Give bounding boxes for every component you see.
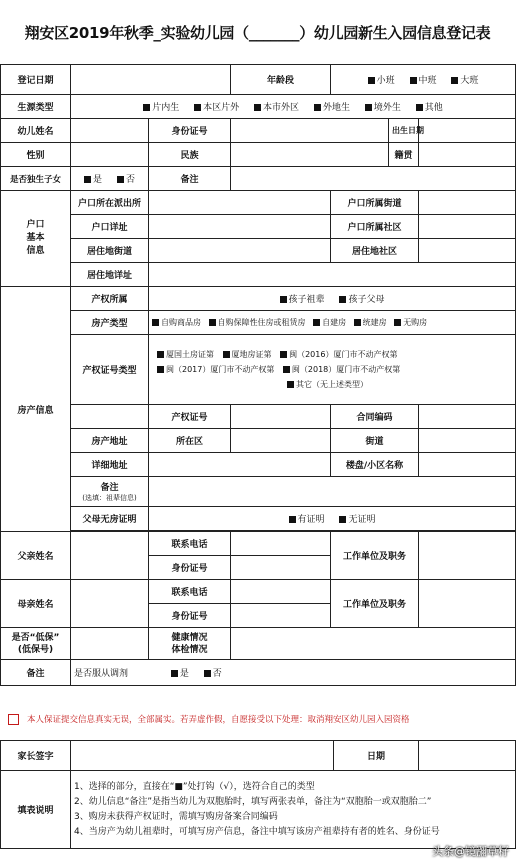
option-grandparents: 孩子祖辈 [288,295,325,305]
only-child-label: 是否独生子女 [1,167,71,191]
watermark: 头条@镜瀰草籽 [432,845,509,858]
mother-phone-field[interactable] [231,580,331,604]
date-label: 日期 [334,741,419,771]
ethnicity-label: 民族 [149,143,231,167]
checkbox-icon[interactable] [313,319,320,326]
option-cert-land: 厦国土房证第 [166,350,214,359]
checkbox-icon[interactable] [209,319,216,326]
checkbox-icon[interactable] [157,351,164,358]
low-income-field[interactable] [71,628,149,660]
age-group-options[interactable] [331,65,516,95]
option-self-built: 自建房 [322,318,347,327]
checkbox-icon[interactable] [152,319,159,326]
checkbox-icon[interactable] [84,176,91,183]
hukou-police-field[interactable] [149,191,331,215]
district-label: 所在区 [149,429,231,453]
blank-cell [71,405,149,429]
option-small-class: 小班 [376,76,395,86]
remarks-label: 备注 [149,167,231,191]
option-middle-class: 中班 [418,76,437,86]
mother-workplace-field[interactable] [419,580,516,628]
option-no: 否 [125,175,135,185]
low-income-label: 是否“低保” (低保号) [1,628,71,660]
native-place-field[interactable] [419,143,516,167]
checkbox-icon[interactable] [143,104,150,111]
residence-address-field[interactable] [149,263,516,287]
instruction-item: 1、选择的部分，直接在“■”处打钩（√），选符合自己的类型 [74,781,315,792]
option-cert-house: 厦地房证第 [231,350,272,359]
option-city-other-district: 本市外区 [263,103,300,113]
option-overseas: 境外生 [373,103,401,113]
option-cert-2016: 闽（2016）厦门市不动产权第 [289,350,398,359]
gender-label: 性别 [1,143,71,167]
building-field[interactable] [419,453,516,477]
register-date-field[interactable] [71,65,231,95]
pledge-checkbox[interactable] [8,714,19,725]
property-type-label: 房产类型 [71,311,149,335]
signature-table [0,740,516,849]
father-workplace-field[interactable] [419,532,516,580]
checkbox-icon[interactable] [410,77,417,84]
mother-id-field[interactable] [231,604,331,628]
option-no-proof: 无证明 [348,515,376,525]
property-section-label: 房产信息 [1,287,71,532]
property-type-options[interactable] [149,311,516,335]
checkbox-icon[interactable] [451,77,458,84]
residence-community-field[interactable] [419,239,516,263]
date-field[interactable] [419,741,516,771]
cert-type-options[interactable] [149,335,516,405]
cert-type-label: 产权证号类型 [71,335,149,405]
adjust-label: 是否服从调剂 [74,669,129,679]
cert-no-field[interactable] [231,405,331,429]
parents-no-house-label: 父母无房证明 [71,507,149,531]
residence-community-label: 居住地社区 [331,239,419,263]
building-label: 楼盘/小区名称 [331,453,419,477]
option-other: 其他 [424,103,443,113]
father-name-label: 父亲姓名 [1,532,71,580]
father-id-field[interactable] [231,556,331,580]
health-field[interactable] [231,628,516,660]
street-label: 街道 [331,429,419,453]
hukou-community-field[interactable] [419,215,516,239]
option-district-out-zone: 本区片外 [203,103,240,113]
father-id-label: 身份证号 [149,556,231,580]
id-number-label: 身份证号 [149,119,231,143]
health-label: 健康情况 体检情况 [149,628,231,660]
street-field[interactable] [419,429,516,453]
checkbox-icon[interactable] [394,319,401,326]
parent-signature-field[interactable] [71,741,334,771]
option-affordable: 自购保障性住房或租赁房 [217,318,306,327]
hukou-community-label: 户口所属社区 [331,215,419,239]
source-type-label: 生源类型 [1,95,71,119]
checkbox-icon[interactable] [117,176,124,183]
cert-no-label: 产权证号 [149,405,231,429]
gender-field[interactable] [71,143,149,167]
native-place-label: 籍贯 [389,143,419,167]
option-cert-2017: 闽（2017）厦门市不动产权第 [166,365,275,374]
property-remarks-cell [71,477,149,507]
option-no-house: 无购房 [403,318,428,327]
pledge-row [0,703,515,735]
instructions-label: 填表说明 [1,771,71,849]
id-number-field[interactable] [231,119,389,143]
hukou-street-field[interactable] [419,191,516,215]
checkbox-icon[interactable] [280,351,287,358]
option-non-local: 外地生 [322,103,350,113]
district-field[interactable] [231,429,331,453]
checkbox-icon[interactable] [368,77,375,84]
option-unified-built: 统建房 [362,318,387,327]
adjust-row[interactable] [71,660,516,686]
option-cert-2018: 闽（2018）厦门市不动产权第 [291,365,401,374]
hukou-address-field[interactable] [149,215,331,239]
checkbox-icon[interactable] [280,296,287,303]
checkbox-icon[interactable] [416,104,423,111]
father-name-field[interactable] [71,532,149,580]
remarks-field[interactable] [231,167,516,191]
mother-name-field[interactable] [71,580,149,628]
form-title: 翔安区2019年秋季_实验幼儿园（_______）幼儿园新生入园信息登记表 [24,23,491,42]
checkbox-icon[interactable] [194,104,201,111]
registration-form [0,64,516,686]
birth-date-field[interactable] [419,119,516,143]
contract-no-label: 合同编码 [331,405,419,429]
option-in-zone: 片内生 [152,103,180,113]
property-owner-options[interactable] [149,287,516,311]
birth-date-label: 出生日期 [389,119,419,143]
child-name-label: 幼儿姓名 [1,119,71,143]
father-phone-label: 联系电话 [149,532,231,556]
checkbox-icon[interactable] [339,516,346,523]
detail-address-field[interactable] [149,453,331,477]
checkbox-icon[interactable] [339,296,346,303]
mother-id-label: 身份证号 [149,604,231,628]
property-owner-label: 产权所属 [71,287,149,311]
hukou-police-label: 户口所在派出所 [71,191,149,215]
child-name-field[interactable] [71,119,149,143]
pledge-text: 本人保证提交信息真实无误，全部属实。若弄虚作假，自愿接受以下处理：取消翔安区幼儿园入园资格 [27,715,410,725]
option-commercial: 自购商品房 [161,318,201,327]
instruction-item: 2、幼儿信息“备注”是指当幼儿为双胞胎时，填写两张表单，备注为“双胞胎一或双胞胎二” [74,796,432,807]
option-yes: 是 [93,175,103,185]
mother-phone-label: 联系电话 [149,580,231,604]
residence-street-field[interactable] [149,239,331,263]
property-remarks-field[interactable] [149,477,516,507]
register-date-label: 登记日期 [1,65,71,95]
option-has-proof: 有证明 [297,515,325,525]
checkbox-icon[interactable] [287,381,294,388]
checkbox-icon[interactable] [157,366,164,373]
instructions-list [71,771,516,849]
contract-no-field[interactable] [419,405,516,429]
only-child-options[interactable] [71,167,149,191]
mother-workplace-label: 工作单位及职务 [331,580,419,628]
option-adjust-no: 否 [212,669,222,679]
option-parents: 孩子父母 [348,295,385,305]
checkbox-icon[interactable] [171,670,178,677]
ethnicity-field[interactable] [231,143,389,167]
checkbox-icon[interactable] [283,366,290,373]
option-adjust-yes: 是 [179,669,189,679]
property-address-label: 房产地址 [71,429,149,453]
checkbox-icon[interactable] [289,516,296,523]
age-group-label: 年龄段 [231,65,331,95]
source-type-options[interactable] [71,95,516,119]
residence-street-label: 居住地街道 [71,239,149,263]
instruction-item: 3、购房未获得产权证时，需填写购房备案合同编码 [74,811,278,822]
mother-name-label: 母亲姓名 [1,580,71,628]
checkbox-icon[interactable] [314,104,321,111]
father-phone-field[interactable] [231,532,331,556]
checkbox-icon[interactable] [204,670,211,677]
checkbox-icon[interactable] [254,104,261,111]
instruction-item: 4、当房产为幼儿祖辈时，可填写房产信息，备注中填写该房产祖辈持有者的姓名、身份证号 [74,826,440,837]
checkbox-icon[interactable] [354,319,361,326]
proof-options[interactable] [149,507,516,531]
checkbox-icon[interactable] [223,351,230,358]
parent-signature-label: 家长签字 [1,741,71,771]
residence-address-label: 居住地详址 [71,263,149,287]
hukou-address-label: 户口详址 [71,215,149,239]
option-big-class: 大班 [460,76,479,86]
property-remarks-label: 备注 [100,483,119,493]
detail-address-label: 详细地址 [71,453,149,477]
property-remarks-note: (选填：祖辈信息) [82,494,137,502]
hukou-street-label: 户口所属街道 [331,191,419,215]
hukou-section-label: 户口 基本 信息 [1,191,71,287]
option-cert-other: 其它（无上述类型） [296,380,368,389]
father-workplace-label: 工作单位及职务 [331,532,419,580]
checkbox-icon[interactable] [365,104,372,111]
adjust-remarks-label: 备注 [1,660,71,686]
